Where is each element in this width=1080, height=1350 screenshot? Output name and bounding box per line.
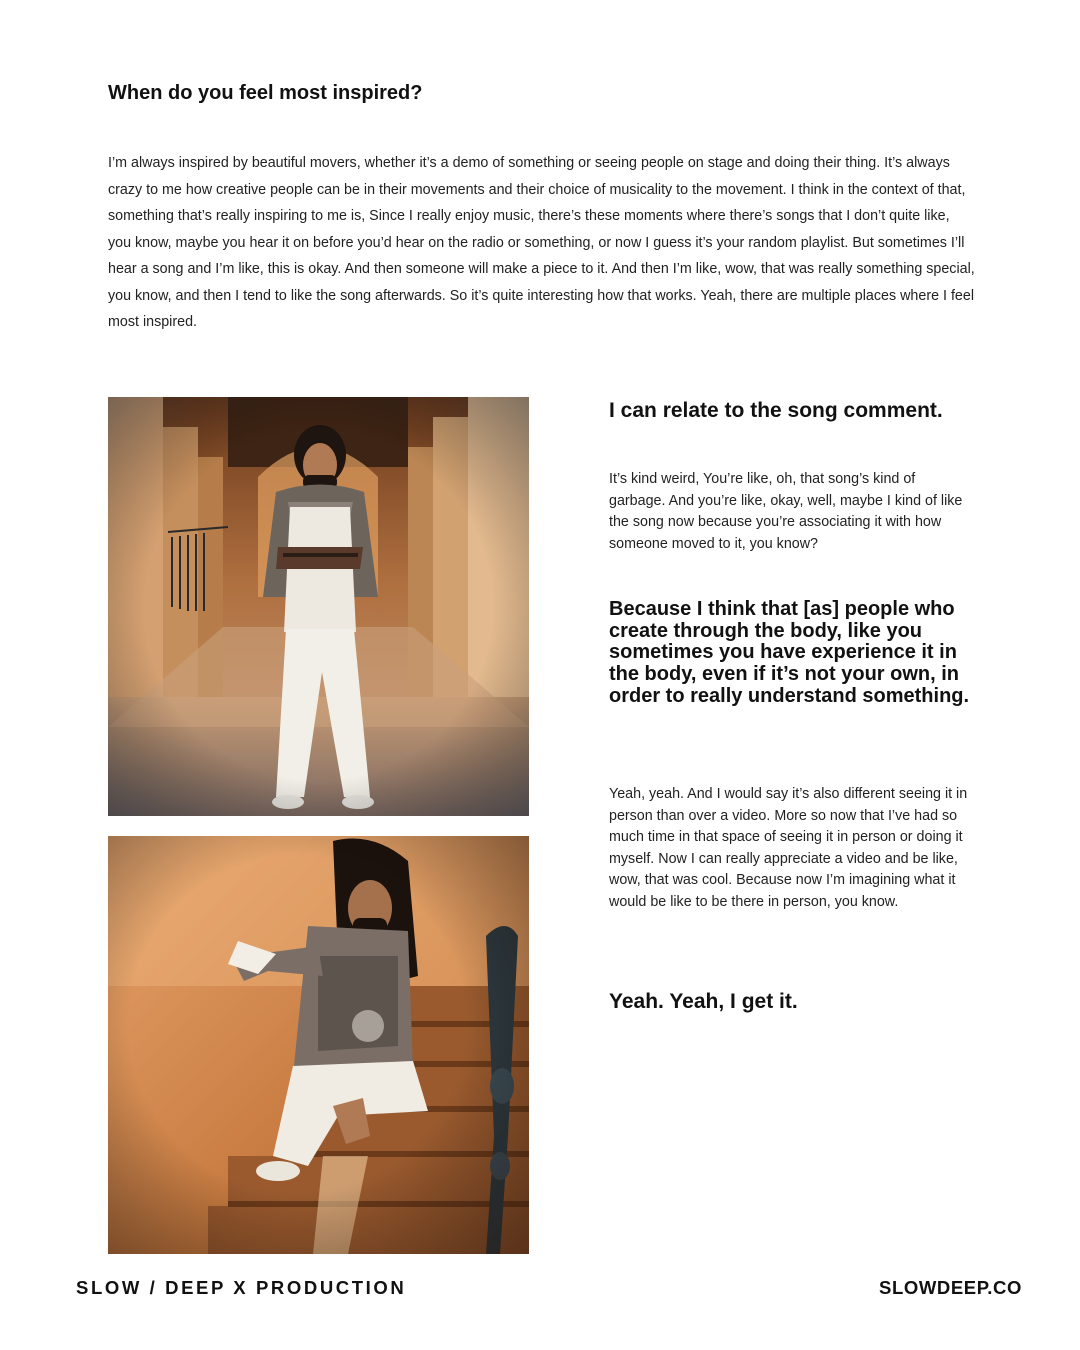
heading-because: Because I think that [as] people who create through the body, like you sometimes you have experience it in the body, even if it’s not your own, in order to really understand something. bbox=[609, 598, 970, 707]
photo-man-standing-in-arcade bbox=[108, 397, 529, 816]
paragraph-yeah-yeah: Yeah, yeah. And I would say it’s also different seeing it in person than over a video. More so now that I’ve had so much time in that space of seeing it in person or doing it myself. Now I can really appreciate a video and be like, wow, that was cool. Because now I’m imagining what it would be like to be there in person, you know. bbox=[609, 786, 968, 910]
heading-relate: I can relate to the song comment. bbox=[609, 399, 943, 422]
photo-man-crouching-on-stairs bbox=[108, 836, 529, 1254]
question-heading: When do you feel most inspired? bbox=[108, 82, 423, 104]
footer-website-link[interactable]: SLOWDEEP.CO bbox=[879, 1277, 1022, 1298]
heading-get-it: Yeah. Yeah, I get it. bbox=[609, 990, 798, 1013]
footer-brand: SLOW / DEEP X PRODUCTION bbox=[76, 1277, 407, 1298]
paragraph-kind-weird: It’s kind weird, You’re like, oh, that song’s kind of garbage. And you’re like, okay, well, maybe I kind of like the song now because you’re associating it with how someone moved to it, you know? bbox=[609, 471, 963, 552]
intro-paragraph: I’m always inspired by beautiful movers, whether it’s a demo of something or seeing people on stage and doing their thing. It’s always crazy to me how creative people can be in their movements and their choice of musicality to the movement. I think in the context of that, something that’s really inspiring to me is, Since I really enjoy music, there’s these moments where there’s songs that I don’t quite like, you know, maybe you hear it on before you’d hear on the radio or something, or now I guess it’s your random playlist. But sometimes I’ll hear a song and I’m like, this is okay. And then someone will make a piece to it. And then I’m like, wow, that was really something special, you know, and then I tend to like the song afterwards. So it’s quite interesting how that works. Yeah, there are multiple places where I feel most inspired. bbox=[108, 155, 975, 330]
